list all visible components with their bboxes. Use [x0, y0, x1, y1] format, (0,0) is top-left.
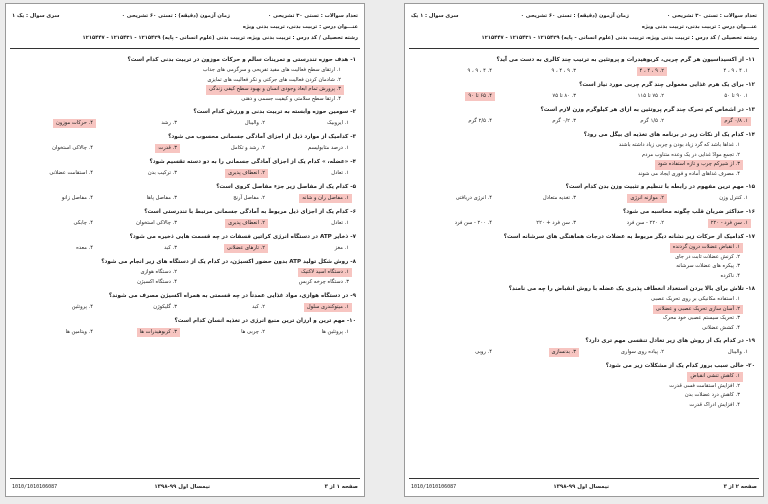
- answer-option-correct[interactable]: ۲. ۹ ، ۴ ، ۴: [637, 67, 667, 76]
- answer-option[interactable]: ۴. ارتقا سطح سلامتی و کیفیت جسمی و ذهنی: [241, 95, 341, 102]
- question-block: [12, 57, 358, 109]
- answer-option[interactable]: ۴. ۲۰۰ - سن فرد: [454, 220, 492, 226]
- answer-option[interactable]: ۴. افزایش ادراک قدرت: [689, 401, 740, 408]
- answer-option[interactable]: ۴. روبی: [475, 349, 492, 355]
- question-text: ۷- ذخایر ATP در دستگاه انرژی کراتین فسفات در چه قسمت هایی ذخیره می شود؟: [129, 234, 356, 240]
- answer-options: [411, 348, 757, 358]
- answer-options: [411, 243, 757, 281]
- answer-options: [12, 328, 358, 338]
- answer-option-correct[interactable]: ۱. میتوکندری سلول: [304, 303, 352, 312]
- question-text: ۲- سومین حوزه وابسته به تربیت بدنی و ورزش کدام است؟: [193, 109, 356, 115]
- answer-option-correct[interactable]: ۳. از شیرکم چرب و تازه استفاده شود: [655, 160, 743, 170]
- answer-options: [411, 92, 757, 102]
- question-text: ۱۴- کدام یک از نکات زیر در برنامه های تغذیه ای بیگل می رود؟: [583, 132, 755, 138]
- answer-option[interactable]: ۴. ۴ ، ۹ ، ۹: [467, 68, 492, 74]
- answer-option[interactable]: ۳. ۰/۲ گرم: [552, 118, 576, 124]
- questions-count: تعداد سوالات : تستی ۳۰ تشریحی ۰: [268, 13, 358, 19]
- answer-options: [411, 67, 757, 77]
- question-block: [12, 184, 358, 209]
- answer-options: [12, 194, 358, 204]
- exam-page-2: [404, 3, 764, 497]
- answer-options: [12, 169, 358, 179]
- answer-option[interactable]: ۳. ۸۰ تا ۷۵: [552, 93, 576, 99]
- answer-option[interactable]: ۴. پروتئین: [71, 304, 93, 310]
- exam-code: 1010/1010106087: [12, 484, 58, 490]
- answer-option[interactable]: ۳. مفاصل پاها: [146, 195, 177, 201]
- answer-option-correct[interactable]: ۳. پرورش تمام ابعاد وجودی انسان و بهبود سطح کیفی زندگی: [206, 85, 344, 95]
- answer-option[interactable]: ۱. تعادل: [331, 220, 349, 226]
- answer-option[interactable]: ۳. کبد: [164, 245, 177, 251]
- answer-option[interactable]: ۲. ۱/۵ گرم: [640, 118, 664, 124]
- answer-option[interactable]: ۲. رشد و تکامل: [230, 145, 265, 151]
- answer-option[interactable]: ۴. دستگاه اکسیژن: [137, 279, 177, 285]
- answer-option[interactable]: ۴. کشش عضلانی: [702, 324, 740, 331]
- answer-option[interactable]: ۴. ناکرده: [720, 272, 740, 279]
- question-text: ۱- هدف حوزه تندرستی و تمرینات سالم و حرکات موزون در تربیت بدنی کدام است؟: [127, 57, 356, 63]
- answer-option[interactable]: ۳. تغذیه متعادل: [542, 195, 576, 201]
- course-field: رشته تحصیلی / کد درس : تربیت بدنی ویژه، تربیت بدنی (علوم انسانی - پایه) ۱۲۱۵۴۲۹ - ۱۲۱۵۴۳۱ - ۱۲۱۵۴۴۷: [481, 35, 757, 41]
- answer-option[interactable]: ۲. والیبال: [244, 120, 265, 126]
- answer-options: [12, 268, 358, 288]
- answer-option-correct[interactable]: ۱. انقباض عضلات درون گردنده: [670, 243, 743, 253]
- answer-option[interactable]: ۲. افزایش استقامت فسی قدرت: [669, 382, 740, 389]
- question-block: [411, 286, 757, 338]
- question-block: [411, 184, 757, 209]
- answer-option[interactable]: ۲. کرنش عضلات ثابت در جای: [675, 253, 740, 260]
- answer-option[interactable]: ۴. چابکی: [73, 220, 93, 226]
- question-text: ۱۵- مهم ترین مفهوم در رابطه با تنظیم و تثبیت وزن بدن کدام است؟: [565, 184, 755, 190]
- answer-option[interactable]: ۱. کنترل وزن: [719, 195, 748, 201]
- answer-option-correct[interactable]: ۲. موازنه انرژی: [627, 194, 667, 203]
- answer-option[interactable]: ۱. ایروبیک: [327, 120, 349, 126]
- question-block: [12, 293, 358, 318]
- answer-option-correct[interactable]: ۴. حرکات موزون: [53, 119, 96, 128]
- answer-option-correct[interactable]: ۱. کاهش تنشی انقباض: [687, 372, 743, 382]
- exam-term: نیمسال اول ۹۹-۱۳۹۸: [154, 484, 210, 490]
- exam-duration: زمان آزمون (دقیقه) : تستی ۶۰ تشریحی ۰: [121, 13, 230, 19]
- answer-options: [12, 219, 358, 229]
- answer-options: [411, 141, 757, 179]
- answer-option-correct[interactable]: ۳. کربوهیدرات ها: [137, 328, 180, 337]
- answer-option[interactable]: ۴. ویتامین ها: [65, 329, 93, 335]
- answer-option[interactable]: ۴. چالاکی استخوان: [52, 145, 93, 151]
- answer-option[interactable]: ۳. گلیکوژن: [153, 304, 177, 310]
- question-text: ۱۸- تلاش برای بالا بردن استعداد انعطاف پذیری یک عضله با روش انقباض را چه می نامند؟: [508, 286, 755, 292]
- answer-option[interactable]: ۴. معده: [76, 245, 93, 251]
- exam-footer: [409, 478, 759, 496]
- answer-options: [411, 219, 757, 229]
- question-block: [411, 363, 757, 415]
- question-series: سری سوال : یک ۱: [12, 13, 60, 19]
- questions-list: [405, 57, 763, 415]
- answer-options: [411, 194, 757, 204]
- answer-options: [12, 66, 358, 104]
- page-number: صفحه ۱ از ۳: [324, 484, 358, 490]
- exam-header: [10, 4, 360, 49]
- question-block: [12, 234, 358, 259]
- answer-option-correct[interactable]: ۲. انعطاف پذیری: [225, 169, 268, 178]
- question-block: [411, 234, 757, 286]
- exam-header: [409, 4, 759, 49]
- course-title: عنـــوان درس : تربیت بدنی، تربیت بدنی ویژه: [242, 24, 358, 30]
- answer-options: [12, 303, 358, 313]
- answer-option[interactable]: ۴. استقامت عضلانی: [49, 170, 93, 176]
- answer-option[interactable]: ۴. مصرف غذاهای آماده و فوری ایجاد می شوند: [638, 170, 740, 177]
- answer-option[interactable]: ۳. تحریک سیستم عصبی خود محرک: [662, 315, 740, 321]
- question-text: ۱۱- از اکسیداسیون هر گرم چربی، کربوهیدرات و پروتئین به ترتیب چند کالری به دست می آید؟: [496, 57, 755, 63]
- answer-option[interactable]: ۲. تجمع موادّ غذایی در یک وعده متناوب مردم: [641, 151, 740, 158]
- question-block: [12, 318, 358, 343]
- question-block: [12, 159, 358, 184]
- answer-option[interactable]: ۱. پروتئین ها: [321, 329, 349, 335]
- question-block: [12, 259, 358, 293]
- question-text: ۳- کدامیک از موارد ذیل از اجزای آمادگی جسمانی محسوب می شود؟: [168, 134, 356, 140]
- answer-option[interactable]: ۳. رشد: [161, 120, 177, 126]
- course-title: عنـــوان درس : تربیت بدنی، تربیت بدنی ویژه: [641, 24, 757, 30]
- question-text: ۱۹- در کدام یک از روش های زیر تعادل تنفسی مهم تری دارد؟: [585, 338, 755, 344]
- answer-option[interactable]: ۳. سن فرد + ۲۲۰: [536, 220, 576, 226]
- answer-option-correct[interactable]: ۱. مفاصل ران و شانه: [299, 194, 352, 203]
- answer-options: [12, 144, 358, 154]
- answer-option[interactable]: ۴. ۲/۵ گرم: [468, 118, 492, 124]
- answer-option[interactable]: ۴. مفاصل زانو: [61, 195, 93, 201]
- answer-option-correct[interactable]: ۲. آسان سازی تحریک عصبی و عضلانی: [653, 305, 743, 315]
- questions-list: [6, 57, 364, 343]
- answer-option-correct[interactable]: ۴. ۶۵ تا ۹۰: [465, 92, 495, 101]
- answer-option[interactable]: ۲. چربی ها: [241, 329, 265, 335]
- page-number: صفحه ۲ از ۳: [723, 484, 757, 490]
- answer-option-correct[interactable]: ۳. بدنسازی: [549, 348, 579, 357]
- answer-option[interactable]: ۳. ۹ ، ۴ ، ۹: [551, 68, 576, 74]
- question-text: ۸- روش شکل تولید ATP بدون حضور اکسیژن، در کدام یک از دستگاه های زیر انجام می شود؟: [101, 259, 356, 265]
- question-block: [411, 107, 757, 132]
- question-block: [411, 57, 757, 82]
- answer-option[interactable]: ۱. مغز: [334, 245, 349, 251]
- course-field: رشته تحصیلی / کد درس : تربیت بدنی ویژه، تربیت بدنی (علوم انسانی - پایه) ۱۲۱۵۴۲۹ - ۱۲۱۵۴۳۱ - ۱۲۱۵۴۴۷: [82, 35, 358, 41]
- question-block: [411, 338, 757, 363]
- answer-option[interactable]: ۴. انرژی دریافتی: [455, 195, 492, 201]
- answer-options: [411, 295, 757, 333]
- answer-options: [12, 244, 358, 254]
- answer-option[interactable]: ۱. درصد متابولیسم: [308, 145, 349, 151]
- question-block: [411, 209, 757, 234]
- answer-option-correct[interactable]: ۳. قدرت: [155, 144, 180, 153]
- question-text: ۵- کدام یک از مفاصل زیر جزء مفاصل کروی است؟: [216, 184, 356, 190]
- exam-duration: زمان آزمون (دقیقه) : تستی ۶۰ تشریحی ۰: [520, 13, 629, 19]
- answer-option[interactable]: ۱. ۹۰ تا ۵۰: [724, 93, 748, 99]
- questions-count: تعداد سوالات : تستی ۳۰ تشریحی ۰: [667, 13, 757, 19]
- question-block: [12, 134, 358, 159]
- question-text: ۴- «عضله، » کدام یک از اجزای آمادگی جسمانی را به دو دسته تقسیم شود؟: [149, 159, 356, 165]
- answer-option[interactable]: ۱. والیبال: [727, 349, 748, 355]
- question-series: سری سوال : ۱ یک: [411, 13, 459, 19]
- answer-option[interactable]: ۳. کاهش درد عضلات بدن: [684, 392, 740, 398]
- exam-code: 1010/1010106087: [411, 484, 457, 490]
- answer-option[interactable]: ۳. پیکره های عضلات سرشانه: [676, 263, 740, 269]
- question-text: ۱۳- در اشخاص کم تحرک چند گرم پروتئین به ازای هر کیلوگرم وزن لازم است؟: [540, 107, 755, 113]
- question-text: ۹- در دستگاه هوازی، مواد غذایی عمدتاً در چه قسمتی به همراه اکسیژن مصرف می شوند؟: [108, 293, 356, 299]
- question-block: [12, 209, 358, 234]
- exam-footer: [10, 478, 360, 496]
- answer-options: [12, 119, 358, 129]
- answer-option[interactable]: ۳. دستگاه چرخه کربس: [298, 279, 349, 285]
- answer-option[interactable]: ۱. تعادل: [331, 170, 349, 176]
- question-text: ۱۲- برای یک هرم غذایی معمولی چند گرم چربی مورد نیاز است؟: [579, 82, 755, 88]
- answer-option-correct[interactable]: ۱. سن فرد - ۲۲۰: [708, 219, 751, 228]
- exam-term: نیمسال اول ۹۹-۱۳۹۸: [553, 484, 609, 490]
- question-text: ۱۶- حداکثر ضربان قلب چگونه محاسبه می شود؟: [622, 209, 755, 215]
- answer-options: [411, 117, 757, 127]
- answer-option[interactable]: ۲. ۷۵ تا ۱۱۵: [637, 93, 664, 99]
- answer-option[interactable]: ۲. پیاده روی سواری: [620, 349, 664, 355]
- answer-option[interactable]: ۲. مفاصل آرنج: [233, 195, 265, 201]
- answer-option[interactable]: ۳. ترکیب بدن: [147, 170, 177, 176]
- question-block: [411, 132, 757, 184]
- question-text: ۱۰- مهم ترین و ارزان ترین منبع انرژی در تغذیه انسان کدام است؟: [174, 318, 356, 324]
- answer-option[interactable]: ۲. ۲۲۰ - سن فرد: [626, 220, 664, 226]
- answer-option[interactable]: ۱. ارتقای سطح فعالیت های مفید تفریحی و سرگرمی های جذاب: [202, 67, 341, 73]
- answer-option[interactable]: ۲. دستگاه هوازی: [140, 269, 177, 275]
- answer-option[interactable]: ۲. کبد: [252, 304, 265, 310]
- answer-option-correct[interactable]: ۱. دستگاه اسید لاکتیک: [298, 268, 352, 277]
- answer-option[interactable]: ۱. استفاده مکانیکی بر روی تحریک عصبی: [651, 296, 740, 302]
- answer-option-correct[interactable]: ۲. انعطاف پذیری: [225, 219, 268, 228]
- answer-options: [411, 372, 757, 410]
- answer-option[interactable]: ۱. غذاها باشد که گرد زیاد بودن و چربی زیاد داشته باشند: [618, 142, 740, 148]
- answer-option[interactable]: ۳. چالاکی استخوان: [136, 220, 177, 226]
- question-text: ۱۷- کدامیک از حرکات زیر نشانه دیگر مربوط به عضلات درجات هماهنگی های سرشانه است؟: [503, 234, 755, 240]
- question-block: [12, 109, 358, 134]
- answer-option-correct[interactable]: ۲. تارهای عضلانی: [224, 244, 268, 253]
- question-text: ۲۰- خالی سبب بروز کدام یک از مشکلات زیر می شود؟: [605, 363, 755, 369]
- exam-page-1: [5, 3, 365, 497]
- answer-option[interactable]: ۱. ۴ ، ۹ ، ۴: [723, 68, 748, 74]
- answer-option-correct[interactable]: ۱. ۰/۸ گرم: [721, 117, 751, 126]
- question-text: ۶- کدام یک از اجزای ذیل مربوط به آمادگی جسمانی مرتبط با تندرستی است؟: [144, 209, 356, 215]
- answer-option[interactable]: ۲. شادمان کردن فعالیت های جرکتی و نکر فعالیت های تمایزی: [207, 76, 341, 83]
- question-block: [411, 82, 757, 107]
